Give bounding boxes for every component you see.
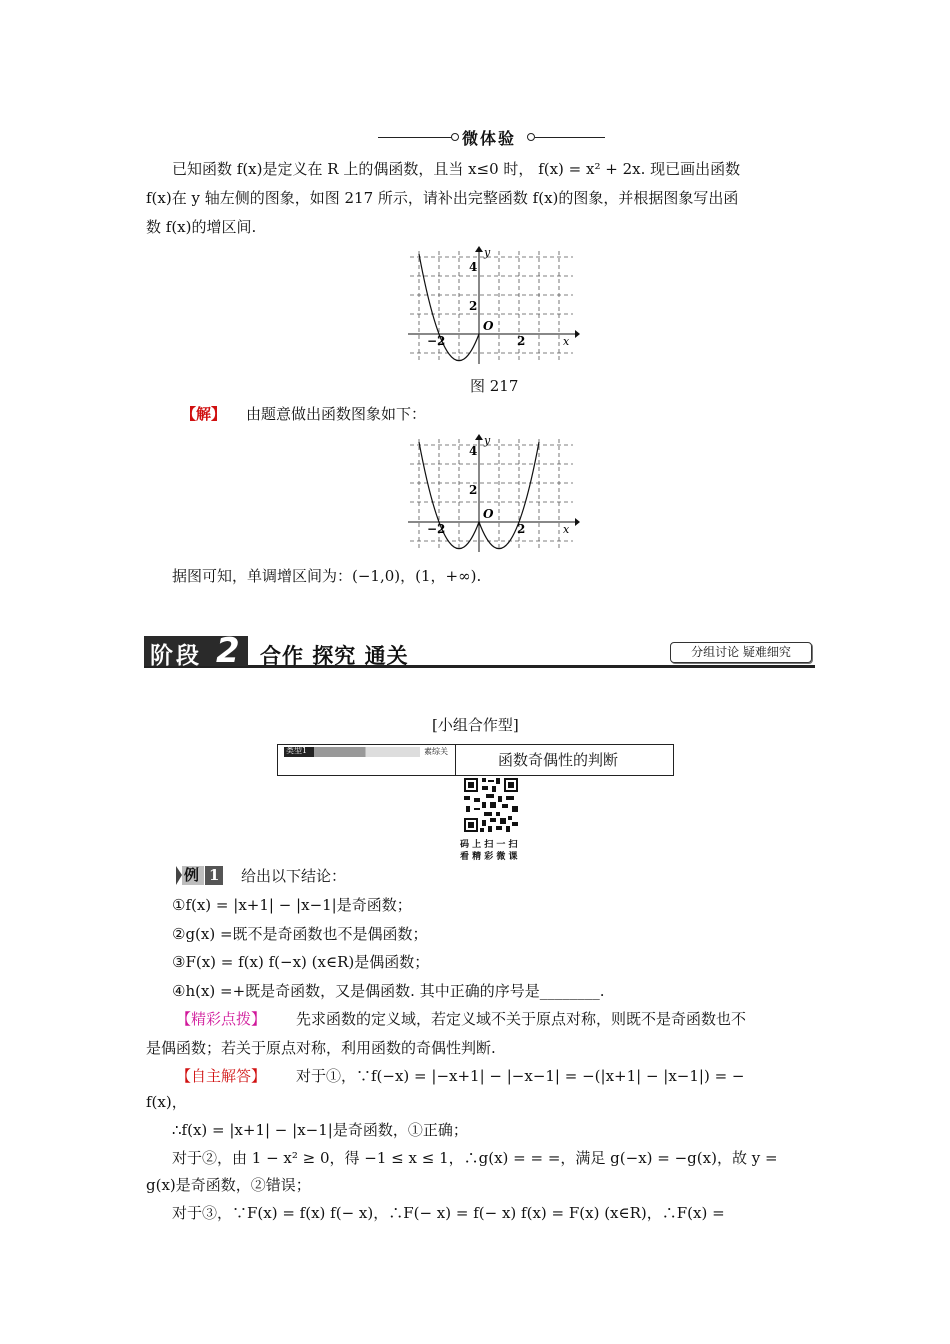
x-axis-label: x — [563, 335, 570, 348]
example-intro: 给出以下结论： — [241, 867, 347, 885]
type-title: 函数奇偶性的判断 — [498, 751, 619, 769]
stage-number: 2 — [216, 631, 240, 671]
x-axis-label: x — [563, 523, 570, 536]
type-table — [277, 744, 674, 776]
answer-tag: 【自主解答】 — [176, 1067, 267, 1085]
tick-x-2: 2 — [517, 334, 526, 348]
tick-x-2: 2 — [517, 522, 526, 536]
type-label: 类型1 — [286, 746, 308, 755]
problem-line-1: 已知函数 f(x)是定义在 R 上的偶函数，且当 x≤0 时， f(x) = x² + 2x. 现已画出函数 — [172, 160, 741, 178]
example-item-2: ②g(x) =既不是奇函数也不是偶函数； — [172, 925, 428, 943]
problem-line-2: f(x)在 y 轴左侧的图象，如图 217 所示，请补出完整函数 f(x)的图象，并根据图象写出函 — [146, 189, 739, 207]
solution-graph — [405, 432, 580, 554]
figure-217-graph — [405, 244, 580, 366]
example-number: 1 — [209, 866, 220, 884]
qr-code — [462, 776, 520, 834]
parabola-right — [479, 442, 539, 549]
example-label: 例 — [184, 866, 200, 884]
tick-x-neg2: −2 — [427, 522, 446, 536]
figure-caption: 图 217 — [470, 377, 519, 395]
tick-y-4: 4 — [469, 260, 478, 274]
banner-title: 合作 探究 通关 — [260, 644, 409, 668]
header-rule-left — [378, 137, 454, 138]
type-hint: 素综关 — [424, 747, 448, 756]
y-axis-label: y — [484, 246, 491, 259]
origin-label: O — [483, 507, 494, 521]
stage-label: 阶段 — [150, 643, 202, 669]
hint-tag: 【精彩点拨】 — [176, 1010, 267, 1028]
example-item-3: ③F(x) = f(x) f(−x) (x∈R)是偶函数； — [172, 953, 430, 971]
problem-line-3: 数 f(x)的增区间. — [146, 218, 257, 236]
conclusion: 据图可知，单调增区间为：(−1,0)，(1，+∞). — [172, 567, 482, 585]
solution-tag: 【解】 — [181, 405, 227, 423]
header-rule-right — [535, 137, 605, 138]
example-item-4: ④h(x) =+既是奇函数，又是偶函数. 其中正确的序号是________. — [172, 982, 605, 1000]
answer-line-4: 对于②，由 1 − x² ≥ 0，得 −1 ≤ x ≤ 1，∴g(x) = = =，满足 g(−x) = −g(x)，故 y = — [172, 1149, 778, 1167]
qr-caption-2: 看 精 彩 微 课 — [460, 852, 518, 862]
y-axis-label: y — [484, 434, 491, 447]
banner-right-tag: 分组讨论 疑难细究 — [670, 642, 812, 663]
answer-line-2: f(x)， — [146, 1093, 187, 1111]
tick-y-2: 2 — [469, 299, 478, 313]
tick-y-4: 4 — [469, 444, 478, 458]
solution-text: 由题意做出函数图象如下： — [246, 405, 427, 423]
type-divider — [455, 745, 456, 775]
tick-y-2: 2 — [469, 483, 478, 497]
answer-line-6: 对于③，∵F(x) = f(x) f(− x)，∴F(− x) = f(− x) f(x) = F(x) (x∈R)，∴F(x) = — [172, 1204, 725, 1222]
answer-line-5: g(x)是奇函数，②错误； — [146, 1176, 311, 1194]
example-badge — [176, 866, 224, 885]
answer-line-1: 对于①，∵f(−x) = |−x+1| − |−x−1| = −(|x+1| − |x−1|) = − — [296, 1067, 745, 1085]
hint-line-2: 是偶函数；若关于原点对称，利用函数的奇偶性判断. — [146, 1039, 496, 1057]
example-item-1: ①f(x) = |x+1| − |x−1|是奇函数； — [172, 896, 412, 914]
tick-x-neg2: −2 — [427, 334, 446, 348]
qr-caption-1: 码 上 扫 一 扫 — [460, 840, 518, 850]
hint-line-1: 先求函数的定义域，若定义域不关于原点对称，则既不是奇函数也不 — [296, 1010, 747, 1028]
stage-banner — [144, 631, 815, 671]
group-tag: [小组合作型] — [432, 716, 519, 734]
origin-label: O — [483, 319, 494, 333]
header-dot-left — [451, 133, 459, 141]
answer-line-3: ∴f(x) = |x+1| − |x−1|是奇函数，①正确； — [172, 1121, 468, 1139]
micro-title: 微体验 — [462, 129, 517, 148]
header-dot-right — [527, 133, 535, 141]
